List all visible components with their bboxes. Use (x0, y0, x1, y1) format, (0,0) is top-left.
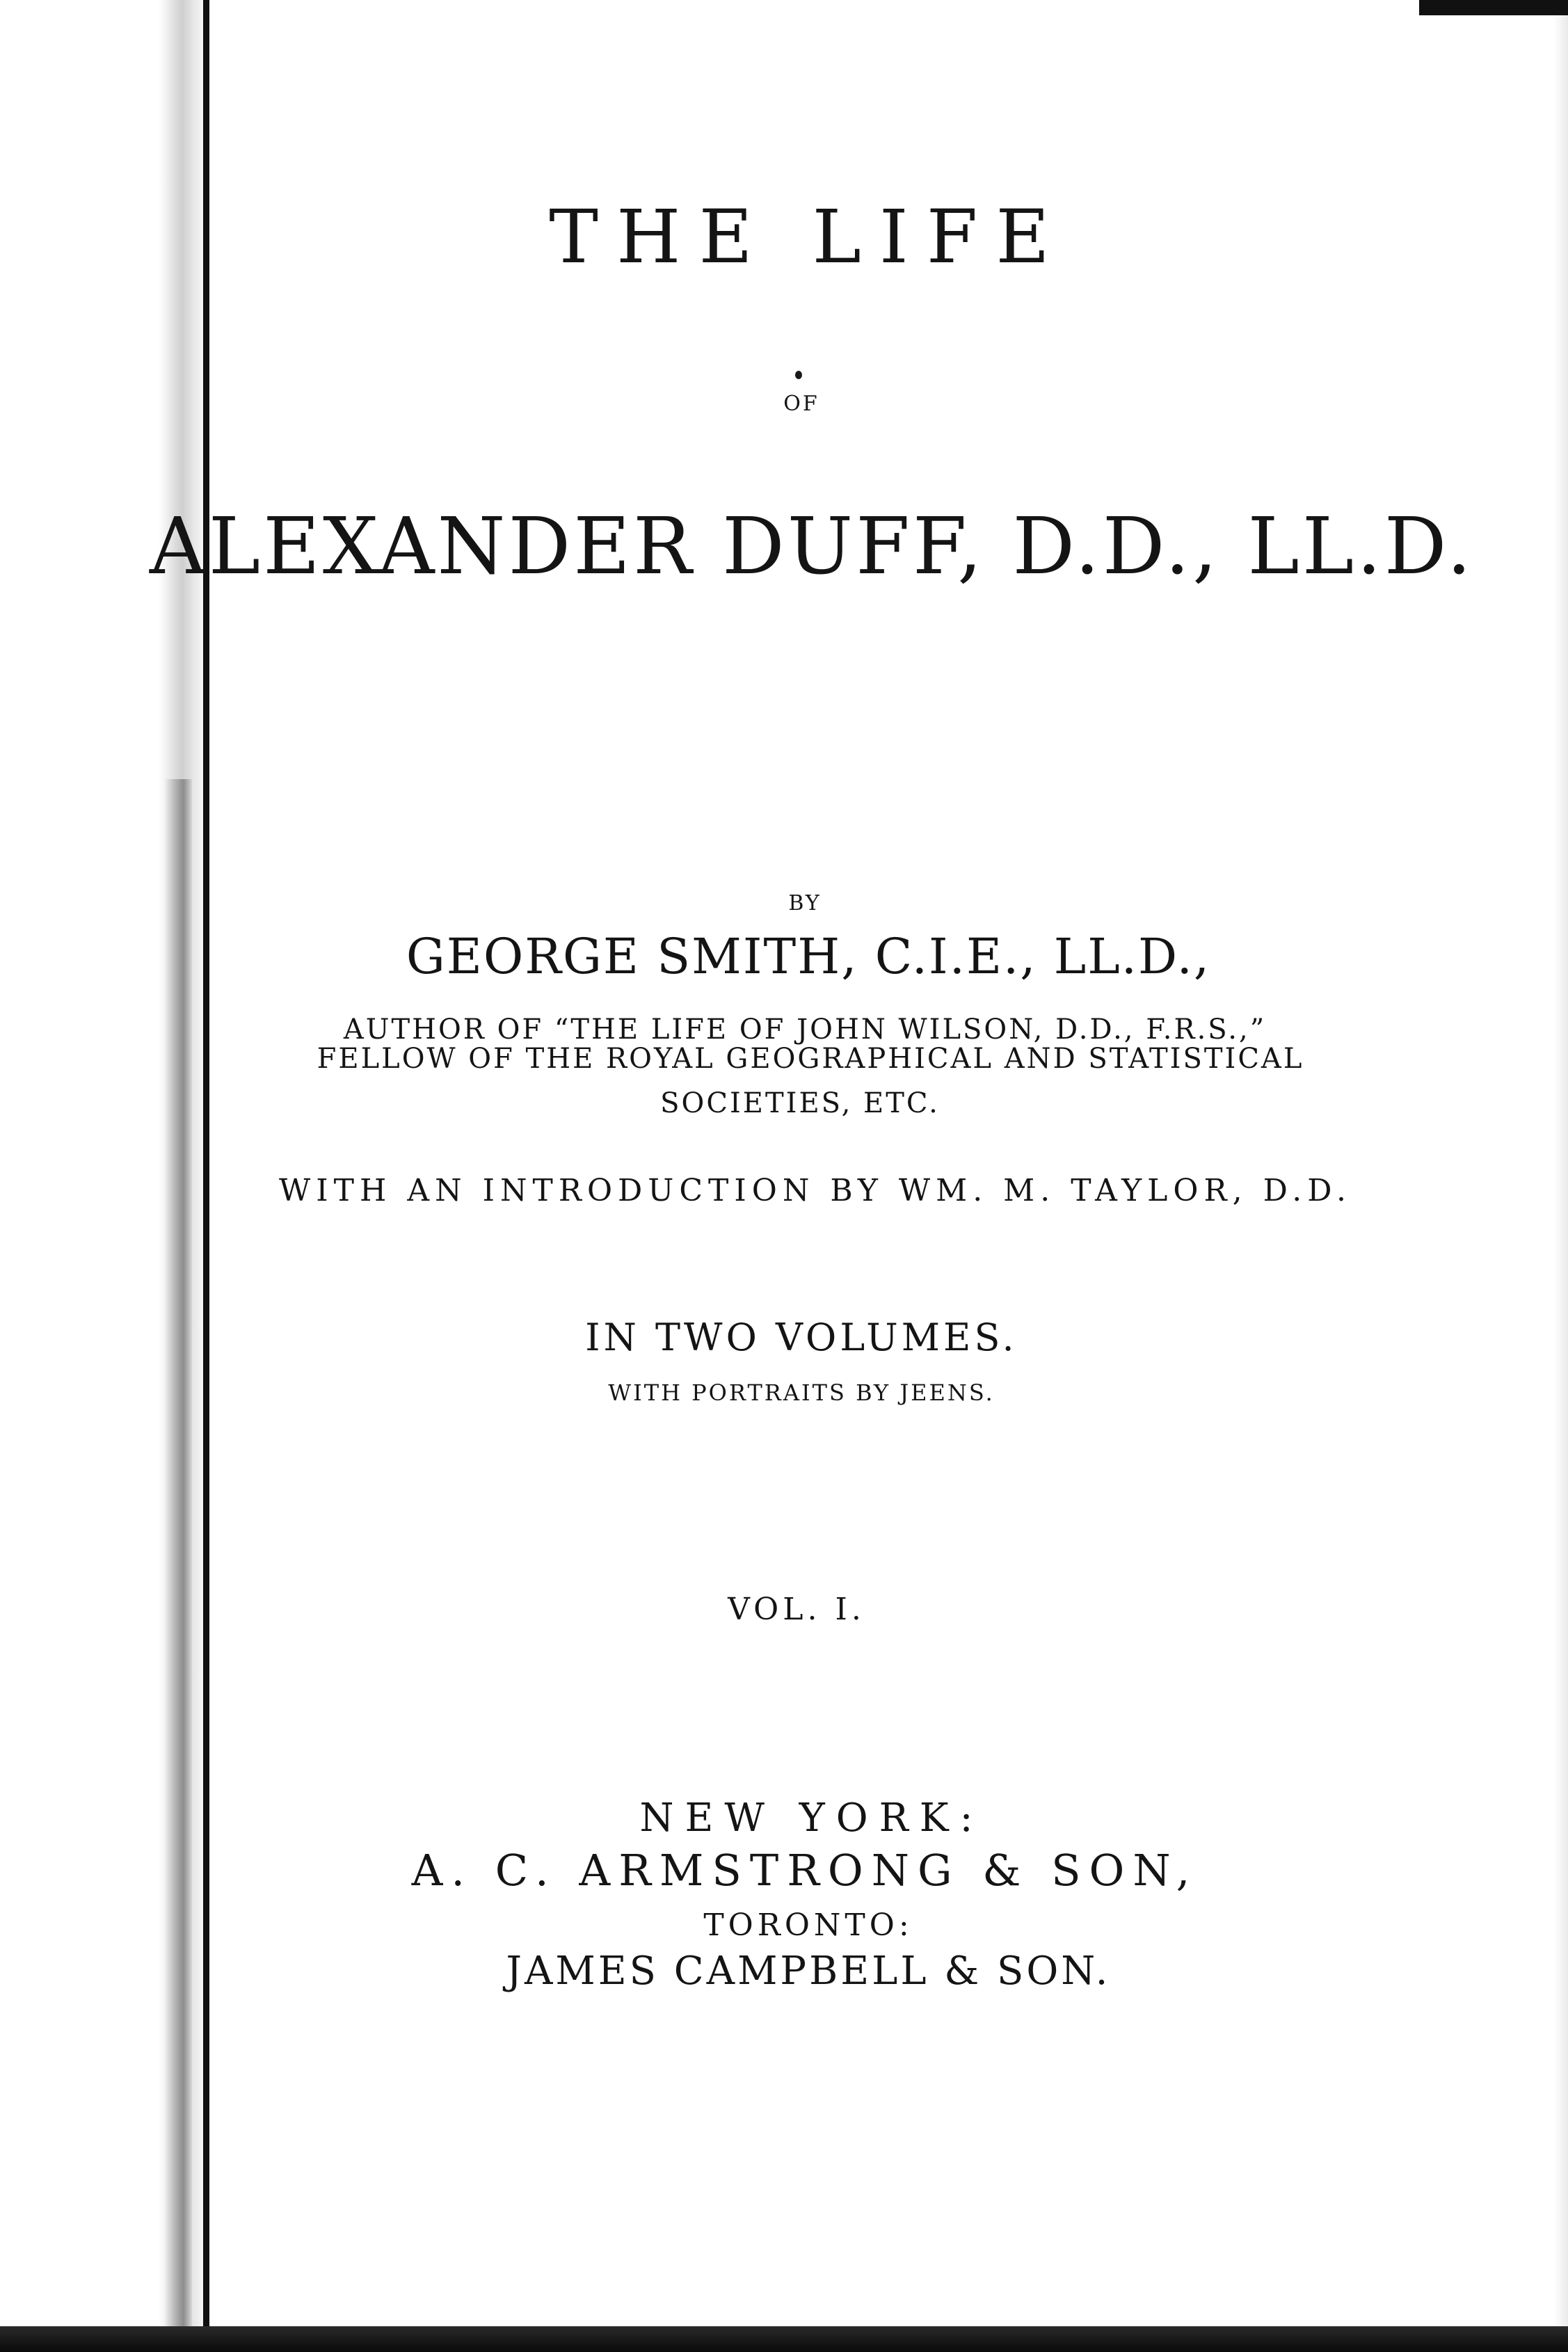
volumes-note: IN TWO VOLUMES. (585, 1315, 1018, 1359)
of-connector: OF (783, 392, 819, 416)
scan-top-border (1419, 0, 1568, 15)
ornament-dot (795, 371, 802, 379)
scan-bottom-border (0, 2326, 1568, 2352)
author-name: GEORGE SMITH, C.I.E., LL.D., (406, 928, 1211, 985)
imprint-publisher-secondary: JAMES CAMPBELL & SON. (506, 1949, 1111, 1994)
author-credential: SOCIETIES, ETC. (660, 1087, 940, 1119)
author-credential: AUTHOR OF “THE LIFE OF JOHN WILSON, D.D., F.R.S.,” (343, 1014, 1267, 1046)
author-credential: FELLOW OF THE ROYAL GEOGRAPHICAL AND STATISTICAL (317, 1043, 1304, 1075)
portraits-note: WITH PORTRAITS BY JEENS. (608, 1379, 995, 1406)
introduction-credit: WITH AN INTRODUCTION BY WM. M. TAYLOR, D.D. (279, 1173, 1352, 1208)
imprint-city-secondary: TORONTO: (703, 1907, 913, 1943)
by-connector: BY (788, 891, 822, 915)
volume-number: VOL. I. (728, 1592, 865, 1627)
imprint-city: NEW YORK: (639, 1795, 984, 1841)
imprint-publisher: A. C. ARMSTRONG & SON, (411, 1845, 1199, 1896)
book-title: THE LIFE (549, 194, 1068, 280)
subject-name: ALEXANDER DUFF, D.D., LL.D. (149, 502, 1475, 592)
